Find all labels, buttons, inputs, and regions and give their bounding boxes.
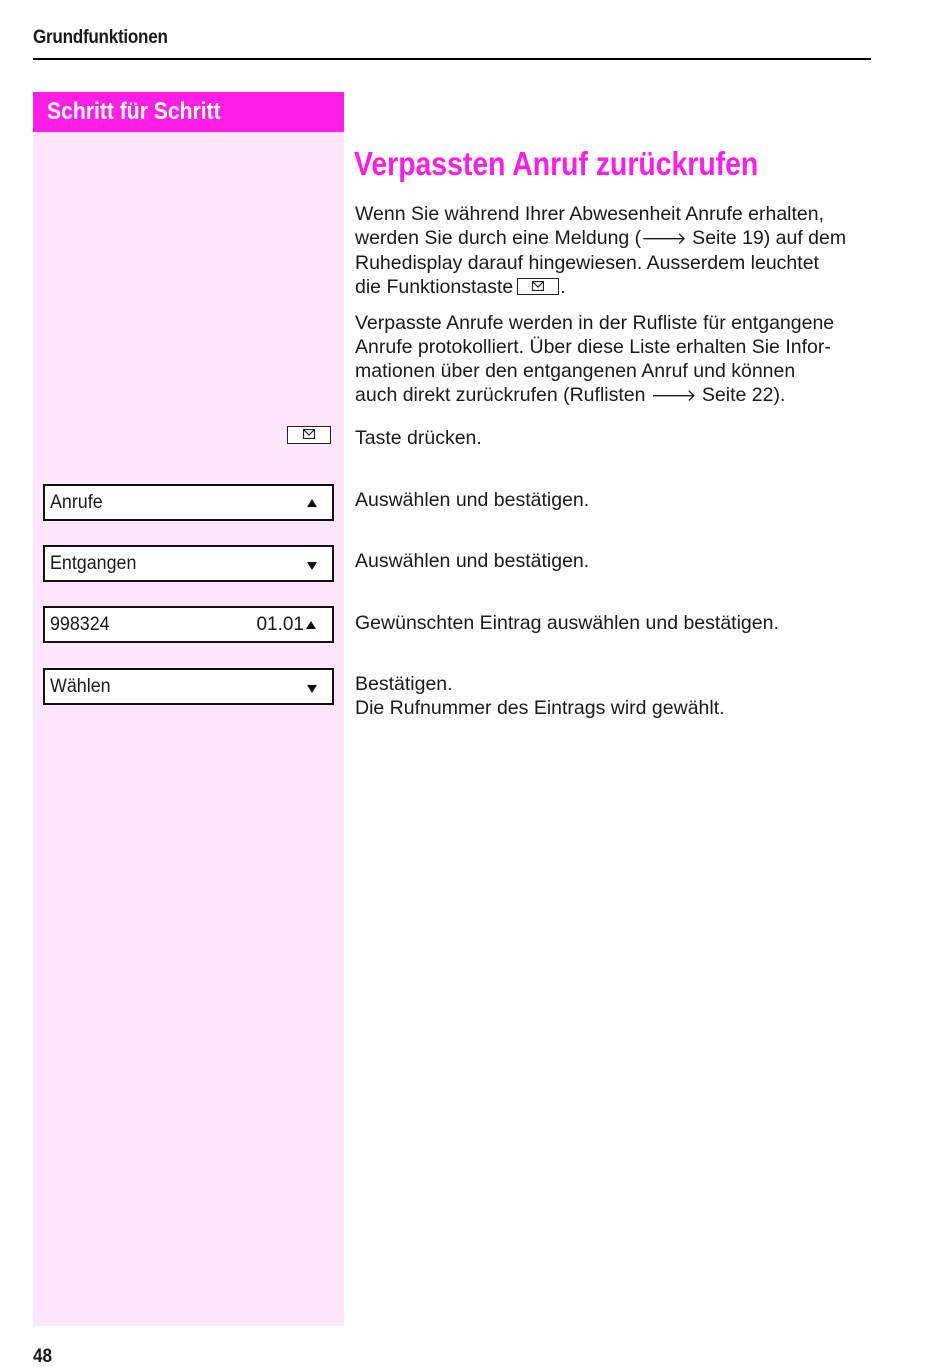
arrow-right-icon: 🡒 (641, 229, 687, 249)
triangle-down-icon (307, 685, 317, 693)
step-4-text: Gewünschten Eintrag auswählen und bestätigen. (355, 612, 779, 634)
page-number: 48 (33, 1346, 53, 1367)
page-heading: Verpassten Anruf zurückrufen (354, 145, 759, 182)
info-line-2: Anrufe protokolliert. Über diese Liste erhalten Sie Infor- (355, 336, 831, 358)
header-divider (33, 58, 871, 60)
display-menu-anrufe[interactable] (43, 484, 334, 521)
intro-line-1: Wenn Sie während Ihrer Abwesenheit Anrufe erhalten, (355, 203, 825, 225)
info-line-4-start: auch direkt zurückrufen (Ruflisten (355, 384, 651, 406)
sidebar-banner (33, 92, 344, 132)
intro-line-3: Ruhedisplay darauf hingewiesen. Ausserdem leuchtet (355, 252, 819, 274)
step-5-text: Bestätigen. (355, 673, 453, 695)
triangle-up-icon (306, 621, 316, 629)
info-paragraph (355, 311, 875, 408)
info-line-1: Verpasste Anrufe werden in der Rufliste für entgangene (355, 312, 835, 334)
info-line-4 (355, 383, 875, 408)
triangle-down-icon (307, 562, 317, 570)
display-label: 998324 (50, 614, 110, 635)
mail-key-icon (517, 278, 559, 295)
intro-line-2-start: werden Sie durch eine Meldung ( (355, 227, 642, 249)
display-label: Wählen (50, 676, 111, 697)
step-2-text: Auswählen und bestätigen. (355, 489, 590, 511)
step-5-note: Die Rufnummer des Eintrags wird gewählt. (355, 697, 725, 719)
intro-line-4-text: die Funktionstaste (355, 276, 514, 298)
intro-line-4 (355, 275, 875, 299)
info-line-3: mationen über den entgangenen Anruf und können (355, 360, 796, 382)
intro-line-2 (355, 226, 875, 251)
step-by-step-sidebar (33, 92, 344, 1326)
sidebar-banner-label: Schritt für Schritt (47, 98, 221, 125)
display-label: Entgangen (50, 553, 137, 574)
display-date: 01.01 (256, 614, 304, 635)
mail-key-icon[interactable] (287, 426, 331, 444)
display-label: Anrufe (50, 492, 103, 513)
section-title: Grundfunktionen (33, 27, 168, 48)
display-menu-entgangen[interactable] (43, 545, 334, 582)
display-menu-waehlen[interactable] (43, 668, 334, 705)
step-1-text: Taste drücken. (355, 427, 482, 449)
arrow-right-icon: 🡒 (650, 386, 697, 406)
step-3-text: Auswählen und bestätigen. (355, 550, 590, 572)
intro-paragraph (355, 202, 875, 299)
intro-line-2-end: Seite 19) auf dem (686, 227, 847, 249)
display-call-entry[interactable] (43, 606, 334, 643)
triangle-up-icon (307, 499, 317, 507)
intro-line-4-end: . (560, 276, 566, 298)
info-line-4-end: Seite 22). (696, 384, 786, 406)
